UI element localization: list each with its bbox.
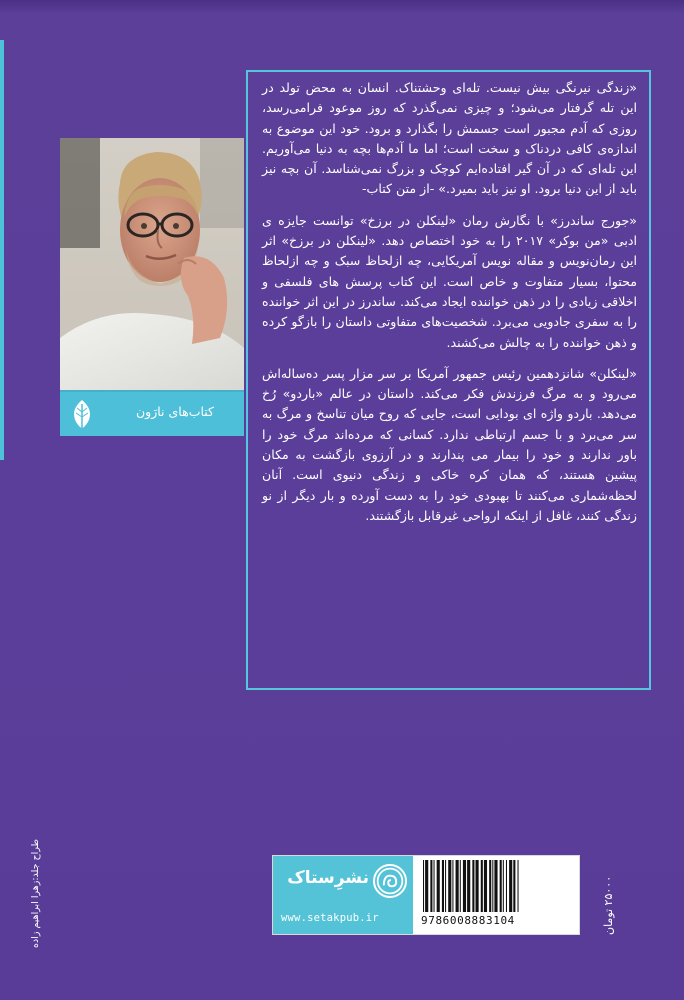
barcode-bar bbox=[437, 860, 440, 912]
cover-top-edge bbox=[0, 0, 684, 14]
publisher-name: نشرِستاک bbox=[287, 868, 369, 888]
barcode-bar bbox=[460, 860, 461, 912]
series-banner bbox=[60, 390, 244, 436]
publisher-logo-icon bbox=[373, 864, 407, 898]
barcode-bar bbox=[452, 860, 453, 912]
barcode-bar bbox=[448, 860, 451, 912]
excerpt-paragraph bbox=[262, 78, 637, 200]
barcode-bar bbox=[509, 860, 512, 912]
barcode-bar bbox=[425, 860, 428, 912]
barcode-bar bbox=[513, 860, 515, 912]
barcode-bar bbox=[434, 860, 435, 912]
barcode-bar bbox=[503, 860, 504, 912]
publisher-url[interactable]: www.setakpub.ir bbox=[281, 912, 379, 924]
barcode-bar bbox=[467, 860, 470, 912]
excerpt-text: «زندگی نیرنگی بیش نیست. تله‌ای وحشتناک. انسان به محض تولد در این تله گرفتار می‌شود؛ و چیزی نمی‌گذرد که روز موعود فرامی‌رسد، روزی که آدم مجبور است جسمش را بگذارد و برود. خود این موضوع به اندازه‌ی کافی دردناک و سخت است؛ اما ما آدم‌ها بچه به دنیا می‌آوریم. این تله‌ای که در آن گیر افتاده‌ایم کوچک و بزرگ نمی‌شناسد. آن بچه نیز باید از این دنیا برود. او نیز باید بمیرد.» bbox=[262, 80, 637, 197]
description-paragraph-2: «لینکلن» شانزدهمین رئیس جمهور آمریکا بر سر مزار پسر ده‌ساله‌اش می‌رود و به مرگ فرزندش فکر می‌کند. داستان در عالم «باردو» رُخ می‌دهد. باردو واژه ای بودایی است، جایی که روح میان تناسخ و مرگ به سر می‌برد و با جسم ارتباطی ندارد. کسانی که مرده‌اند مرگ خود را باور ندارند و خود را بیمار می پندارند و در آرزوی بازگشت به مکان پیشین هستند، که همان کره خاکی و زندگی دنیوی است. آنان لحظه‌شماری می‌کنند تا بهبودی خود را به دست آورده و بار دیگر از نو زندگی کنند، غافل از اینکه ارواحی غیرقابل بازگشتند. bbox=[262, 365, 637, 523]
barcode-bar bbox=[518, 860, 519, 912]
barcode-bar bbox=[476, 860, 479, 912]
barcode-bar bbox=[492, 860, 493, 912]
author-photo bbox=[60, 138, 244, 390]
description-paragraph-1: «جورج ساندرز» با نگارش رمان «لینکلن در برزخ» توانست جایزه ی ادبی «من بوکر» ۲۰۱۷ را به خود اختصاص دهد. «لینکلن در برزخ» اثر این رمان‌نویس و مقاله نویس آمریکایی، چه ازلحاظ سبک و چه ازلحاظ محتوا، بسیار متفاوت و خاص است. این کتاب پرسش های فلسفی و اخلاقی زیادی را در ذهن خواننده ایجاد می‌کند. ساندرز در این اثر خواننده را به سفری جادویی می‌برد. شخصیت‌های متفاوتی داستان را بازگو کرده و ذهن خواننده را به چالش می‌کشند. bbox=[262, 212, 637, 350]
barcode-bar bbox=[423, 860, 424, 912]
barcode-bar bbox=[489, 860, 491, 912]
left-accent-stripe bbox=[0, 40, 4, 460]
blurb-frame bbox=[246, 70, 651, 690]
barcode-block bbox=[272, 855, 580, 935]
barcode-bar bbox=[484, 860, 487, 912]
series-label: کتاب‌های نارَون bbox=[136, 404, 214, 419]
price-label: ۲۵۰۰۰ تومان bbox=[602, 875, 615, 935]
isbn-digits: 9786008883104 bbox=[421, 914, 515, 927]
barcode-bar bbox=[442, 860, 444, 912]
cover-designer-credit: طراح جلد:زهرا ابراهیم زاده bbox=[30, 838, 41, 948]
excerpt-source: -از متن کتاب- bbox=[361, 181, 435, 197]
barcode-bar bbox=[481, 860, 483, 912]
barcode-bar bbox=[500, 860, 502, 912]
barcode-bar bbox=[472, 860, 474, 912]
barcode-bar bbox=[506, 860, 507, 912]
barcode-bar bbox=[463, 860, 466, 912]
barcode-bars bbox=[421, 860, 573, 912]
barcode-bar bbox=[445, 860, 446, 912]
leaf-icon bbox=[70, 398, 94, 430]
barcode-bar bbox=[456, 860, 459, 912]
barcode-bar bbox=[430, 860, 432, 912]
blurb-text bbox=[262, 78, 637, 537]
barcode-bar bbox=[494, 860, 497, 912]
publisher-panel bbox=[273, 856, 413, 934]
